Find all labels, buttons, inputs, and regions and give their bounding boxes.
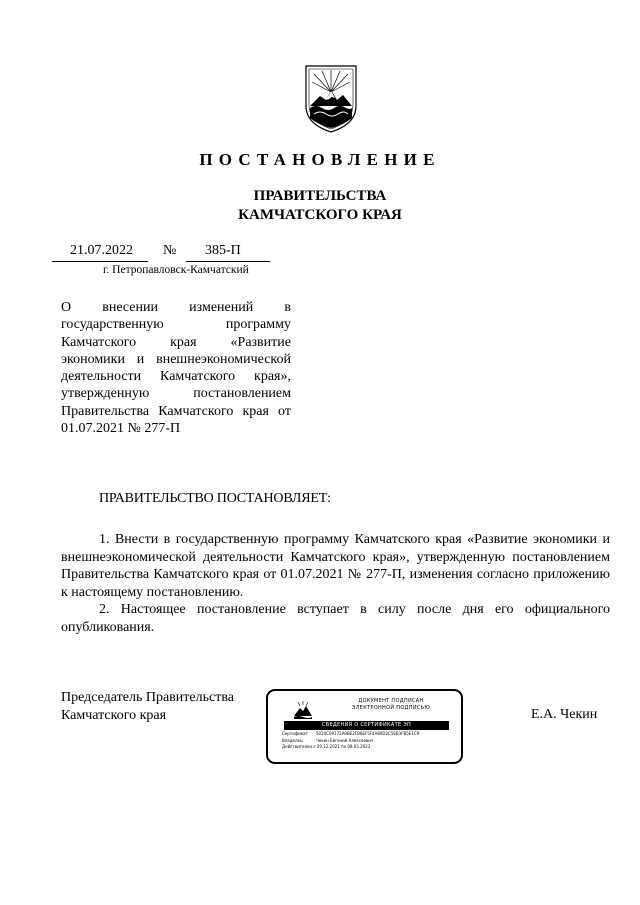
stamp-emblem-icon [292,700,314,720]
stamp-heading-line-1: ДОКУМЕНТ ПОДПИСАН [358,698,424,704]
owner-value: Чекин Евгений Алексеевич [316,737,374,743]
signer-position [61,689,234,725]
decree-heading: ПРАВИТЕЛЬСТВО ПОСТАНОВЛЯЕТ: [99,491,331,506]
signer-name: Е.А. Чекин [531,707,598,722]
document-title: ПОСТАНОВЛЕНИЕ [199,150,441,169]
certificate-value: 5024C09172A9BE2FB6EF5F4A80D2C5EB3FB5E1C9 [316,731,420,736]
stamp-row-validity: Действителен с 29.12.2021 по 09.03.2023 [282,744,371,749]
paragraph-1: 1. Внести в государственную программу Камчатского края «Развитие экономики и внешнеэкономической деятельности Камчатского края», утвержденную постановлением Правительства Камчатского края от 01.07.2021 № 277-П, изменения согласно приложению к настоящему постановлению. [61,532,610,600]
authority-line-1: ПРАВИТЕЛЬСТВА [253,188,387,204]
stamp-heading-line-2: ЭЛЕКТРОННОЙ ПОДПИСЬЮ [351,704,431,711]
stamp-heading [328,698,454,711]
number-sign: № [163,243,177,258]
document-number: 385-П [205,243,241,258]
paragraph-2: 2. Настоящее постановление вступает в силу после дня его официального опубликования. [61,602,610,635]
certificate-label: Сертификат [282,731,308,736]
date-underline [52,261,148,262]
stamp-details [282,731,419,751]
issue-city: г. Петропавловск-Камчатский [103,264,249,276]
document-subject: О внесении изменений в государственную программу Камчатского края «Развитие экономики и внешнеэкономической деятельности Камчатского края», утвержденную постановлением Правительства Камчатского края от 01.07.2021 № 277-П [61,300,291,437]
owner-label: Владелец [282,737,303,743]
coat-of-arms-emblem [302,62,360,134]
number-underline [186,261,270,262]
document-date: 21.07.2022 [70,243,133,258]
electronic-signature-stamp [266,689,463,764]
signer-position-line-1: Председатель Правительства [61,690,234,705]
signer-position-line-2: Камчатского края [61,708,167,723]
issuing-authority [0,187,640,225]
authority-line-2: КАМЧАТСКОГО КРАЯ [238,207,402,223]
stamp-certificate-bar: СВЕДЕНИЯ О СЕРТИФИКАТЕ ЭП [284,721,449,730]
